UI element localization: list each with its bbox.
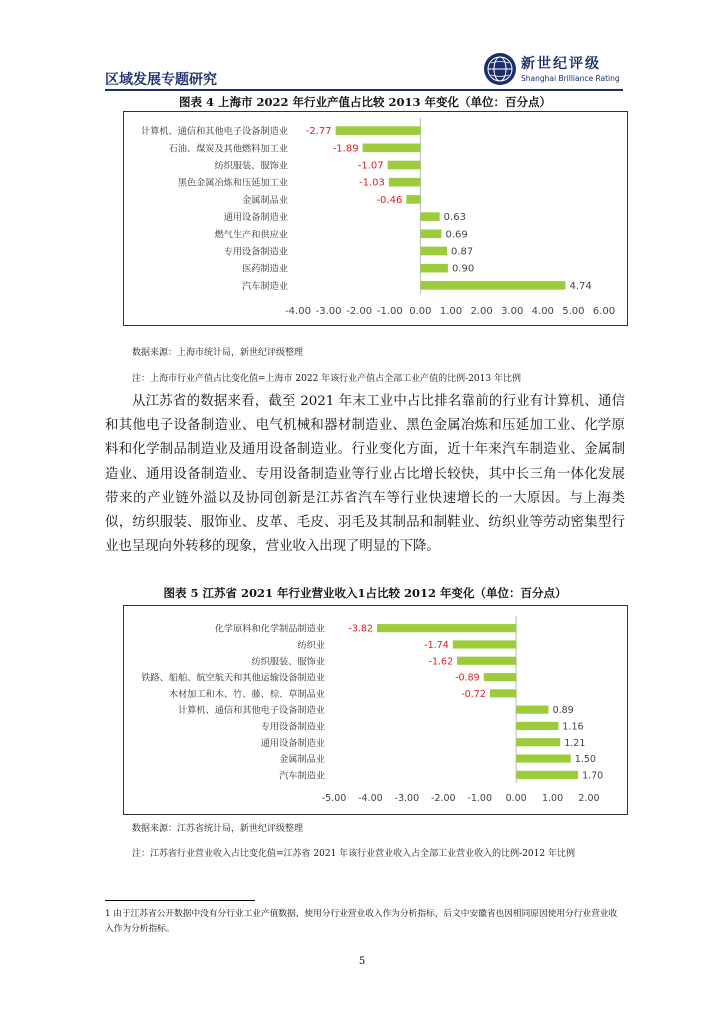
footnote-divider (105, 900, 255, 901)
figure4-bar (389, 178, 421, 187)
body-text (105, 390, 625, 559)
figure4-value-label: -0.46 (376, 194, 403, 206)
figure4-value-label: -1.03 (359, 177, 385, 189)
figure4-tick-label: 0.00 (409, 306, 432, 317)
logo-english-name: Shanghai Brilliance Rating (521, 74, 620, 83)
figure4-tick-label: 1.00 (439, 306, 463, 317)
figure4-category-label: 专用设备制造业 (223, 246, 288, 258)
section-title: 区域发展专题研究 (105, 72, 217, 88)
figure4-source: 数据来源：上海市统计局，新世纪评级整理 (132, 348, 304, 358)
figure5-tick-label: -4.00 (358, 793, 383, 804)
figure4-tick-label: -2.00 (346, 306, 373, 317)
figure4-value-label: 0.90 (451, 263, 475, 275)
figure5-value-label: -0.72 (461, 688, 486, 700)
figure5-bar (516, 771, 578, 779)
figure4-tick-label: -1.00 (376, 306, 403, 317)
figure4-tick-label: 6.00 (592, 306, 616, 317)
figure4-value-label: 0.63 (443, 212, 466, 224)
figure5-category-label: 汽车制造业 (279, 770, 325, 782)
figure4-category-label: 石油、煤炭及其他燃料加工业 (168, 143, 288, 155)
figure4-bar (420, 212, 439, 221)
logo-chinese-name: 新世纪评级 (521, 56, 601, 72)
figure4-value-label: -1.89 (332, 143, 359, 155)
figure4-category-label: 汽车制造业 (242, 280, 288, 292)
figure4-chart (124, 112, 627, 325)
figure5-tick-label: 0.00 (505, 793, 527, 804)
figure5-chart (124, 606, 627, 814)
globe-logo-icon (483, 52, 517, 86)
figure5-bar (516, 722, 558, 730)
figure4-bar (420, 247, 447, 256)
figure5-tick-label: -2.00 (430, 793, 456, 804)
figure4-category-label: 纺织服装、服饰业 (214, 160, 288, 172)
figure5-value-label: -0.89 (455, 672, 480, 684)
figure4-bar (388, 161, 421, 170)
figure5-value-label: 1.16 (562, 721, 584, 733)
figure4-value-label: -1.07 (357, 160, 384, 172)
figure4-bar (420, 281, 565, 290)
figure4-category-label: 金属制品业 (242, 194, 288, 206)
figure4-tick-label: 2.00 (470, 306, 493, 317)
figure5-tick-label: -1.00 (467, 793, 493, 804)
figure4-value-label: 4.74 (569, 280, 592, 292)
figure4-bar (363, 144, 421, 153)
figure4-tick-label: -3.00 (315, 306, 342, 317)
figure5-category-label: 通用设备制造业 (260, 737, 325, 749)
figure5-tick-label: 1.00 (541, 793, 564, 804)
figure5-bar (516, 754, 571, 762)
header-divider (105, 89, 623, 91)
figure5-bar (453, 640, 516, 648)
figure5-bar (377, 624, 516, 632)
figure5-bar (516, 738, 560, 746)
figure5-chart-frame (123, 605, 628, 815)
figure5-value-label: -3.82 (348, 623, 373, 635)
figure4-note: 注：上海市行业产值占比变化值=上海市 2022 年该行业产值占全部工业产值的比例-2013 年比例 (132, 374, 521, 384)
figure5-value-label: 0.89 (552, 705, 574, 717)
figure4-value-label: -2.77 (305, 126, 332, 138)
figure4-category-label: 通用设备制造业 (223, 212, 288, 224)
figure5-value-label: -1.74 (424, 639, 449, 651)
figure4-category-label: 计算机、通信和其他电子设备制造业 (141, 126, 288, 138)
figure5-caption: 图表 5 江苏省 2021 年行业营业收入1占比较 2012 年变化（单位：百分点） (163, 586, 567, 600)
figure4-bar (406, 195, 420, 204)
figure5-source: 数据来源：江苏省统计局，新世纪评级整理 (132, 824, 304, 834)
figure5-bar (457, 657, 516, 665)
figure5-category-label: 木材加工和木、竹、藤、棕、草制品业 (168, 688, 325, 700)
figure5-category-label: 金属制品业 (279, 754, 325, 766)
figure4-bar (420, 230, 441, 239)
figure5-bar (516, 706, 548, 714)
figure4-caption: 图表 4 上海市 2022 年行业产值占比较 2013 年变化（单位：百分点） (178, 95, 552, 109)
figure5-tick-label: -5.00 (321, 793, 347, 804)
figure4-tick-label: 3.00 (501, 306, 524, 317)
figure4-value-label: 0.87 (451, 246, 474, 258)
figure5-note: 注：江苏省行业营业收入占比变化值=江苏省 2021 年该行业营业收入占全部工业营业收入的比例-2012 年比例 (132, 849, 575, 859)
figure5-value-label: 1.70 (582, 770, 604, 782)
figure4-value-label: 0.69 (445, 229, 468, 241)
figure4-category-label: 医药制造业 (242, 263, 288, 275)
figure5-bar (484, 673, 516, 681)
figure4-category-label: 燃气生产和供应业 (214, 229, 288, 241)
figure5-category-label: 化学原料和化学制品制造业 (214, 623, 325, 635)
figure5-category-label: 纺织服装、服饰业 (251, 656, 325, 668)
figure5-value-label: 1.50 (574, 754, 596, 766)
figure5-value-label: 1.21 (564, 737, 586, 749)
figure5-tick-label: 2.00 (578, 793, 600, 804)
figure5-category-label: 专用设备制造业 (260, 721, 325, 733)
figure4-chart-frame (123, 111, 628, 326)
figure4-category-label: 黑色金属冶炼和压延加工业 (177, 177, 288, 189)
figure5-category-label: 铁路、船舶、航空航天和其他运输设备制造业 (141, 672, 325, 684)
footnote: 1 由于江苏省公开数据中没有分行业工业产值数据，使用分行业营业收入作为分析指标，后文中安徽省也因相同原因使用分行业营业收入作为分析指标。 (105, 909, 618, 934)
figure4-bar (420, 264, 448, 273)
body-paragraph: 从江苏省的数据来看，截至 2021 年末工业中占比排名靠前的行业有计算机、通信和其他电子设备制造业、电气机械和器材制造业、黑色金属冶炼和压延加工业、化学原料和化学制品制造业及通用设备制造业。行业变化方面，近十年来汽车制造业、金属制造业、通用设备制造业、专用设备制造业等行业占比增长较快，其中长三角一体化发展带来的产业链外溢以及协同创新是江苏省汽车等行业快速增长的一大原因。与上海类似，纺织服装、服饰业、皮革、毛皮、羽毛及其制品和制鞋业、纺织业等劳动密集型行业也呈现向外转移的现象，营业收入出现了明显的下降。 (105, 394, 625, 555)
figure4-bar (336, 126, 421, 135)
figure5-bar (490, 689, 516, 697)
figure5-category-label: 纺织业 (297, 639, 325, 651)
figure5-tick-label: -3.00 (394, 793, 420, 804)
figure5-category-label: 计算机、通信和其他电子设备制造业 (178, 705, 325, 717)
figure4-tick-label: 4.00 (531, 306, 554, 317)
figure4-tick-label: 5.00 (562, 306, 585, 317)
page-number: 5 (358, 956, 366, 967)
company-logo (483, 50, 623, 90)
figure5-value-label: -1.62 (428, 656, 454, 668)
figure4-tick-label: -4.00 (285, 306, 311, 317)
